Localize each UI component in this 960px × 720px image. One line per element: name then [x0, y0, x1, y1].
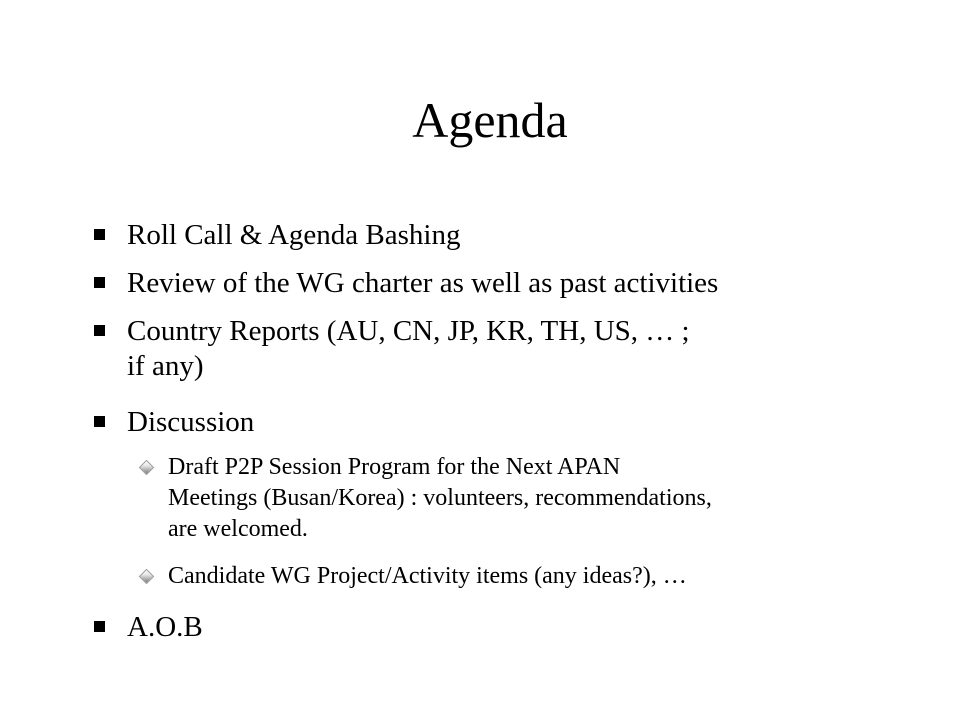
agenda-item-review	[127, 266, 907, 301]
agenda-item-label: A.O.B	[127, 611, 203, 643]
subitem-label-line-3: are welcomed.	[168, 516, 308, 542]
discussion-subitem-candidate-items	[168, 561, 908, 592]
agenda-item-country-reports	[127, 314, 907, 384]
agenda-item-discussion	[127, 405, 907, 440]
agenda-item-label: Review of the WG charter as well as past activities	[127, 267, 719, 299]
diamond-bullet-icon	[139, 460, 155, 476]
square-bullet-icon	[94, 325, 105, 336]
slide-title: Agenda	[412, 92, 568, 148]
discussion-subitem-draft-program	[168, 452, 908, 545]
square-bullet-icon	[94, 416, 105, 427]
agenda-item-roll-call	[127, 218, 907, 253]
subitem-label-line-1: Draft P2P Session Program for the Next APAN	[168, 454, 621, 480]
diamond-bullet-icon	[139, 569, 155, 585]
agenda-item-label: Discussion	[127, 406, 255, 438]
subitem-label-line-2: Meetings (Busan/Korea) : volunteers, recommendations,	[168, 485, 712, 511]
square-bullet-icon	[94, 621, 105, 632]
agenda-item-label-line-1: Country Reports (AU, CN, JP, KR, TH, US, … ;	[127, 315, 690, 347]
square-bullet-icon	[94, 229, 105, 240]
agenda-item-label: Roll Call & Agenda Bashing	[127, 219, 461, 251]
square-bullet-icon	[94, 277, 105, 288]
agenda-item-label-line-2: if any)	[127, 350, 204, 382]
agenda-item-aob	[127, 610, 907, 645]
subitem-label: Candidate WG Project/Activity items (any ideas?), …	[168, 563, 687, 589]
